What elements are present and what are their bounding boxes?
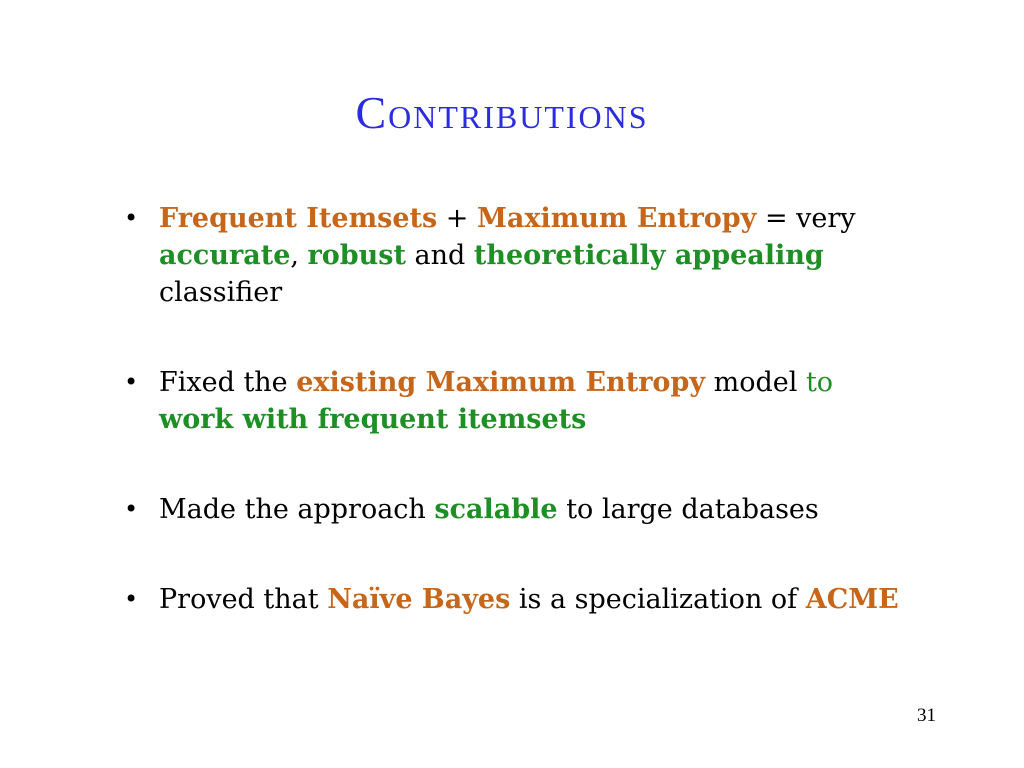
- bullet-item: [124, 581, 914, 618]
- bullet-item: [124, 200, 914, 311]
- bullet-text-run: ,: [290, 240, 308, 271]
- bullet-text-run: +: [437, 203, 477, 234]
- bullet-text-run: Frequent Itemsets: [159, 203, 438, 234]
- bullet-text-run: is a specialization of: [510, 584, 806, 615]
- page-number: 31: [917, 705, 936, 726]
- bullet-text-run: Made the approach: [159, 494, 435, 525]
- bullet-text-run: model: [705, 367, 806, 398]
- bullet-icon: •: [124, 585, 139, 613]
- bullet-text-run: ACME: [805, 584, 899, 615]
- bullet-list: [124, 200, 914, 671]
- bullet-text-run: Fixed the: [159, 367, 297, 398]
- slide-title: Contributions: [355, 87, 649, 138]
- bullet-text-run: robust: [307, 240, 406, 271]
- bullet-item: [124, 364, 914, 438]
- bullet-text-run: Naïve Bayes: [327, 584, 511, 615]
- bullet-text-run: Maximum Entropy: [476, 203, 757, 234]
- bullet-text-run: existing Maximum Entropy: [296, 367, 706, 398]
- bullet-text-run: to large databases: [557, 494, 819, 525]
- bullet-text-run: theoretically appealing: [473, 240, 824, 271]
- bullet-text-run: scalable: [434, 494, 558, 525]
- bullet-icon: •: [124, 204, 139, 232]
- bullet-text-run: = very: [756, 203, 856, 234]
- bullet-text-run: and: [405, 240, 474, 271]
- bullet-item: [124, 491, 914, 528]
- bullet-icon: •: [124, 495, 139, 523]
- bullet-text-run: classifier: [159, 277, 283, 308]
- bullet-text-run: to: [805, 367, 834, 398]
- bullet-text-run: Proved that: [159, 584, 328, 615]
- bullet-text-run: accurate: [159, 240, 291, 271]
- bullet-icon: •: [124, 368, 139, 396]
- bullet-text-run: work with frequent itemsets: [159, 404, 587, 435]
